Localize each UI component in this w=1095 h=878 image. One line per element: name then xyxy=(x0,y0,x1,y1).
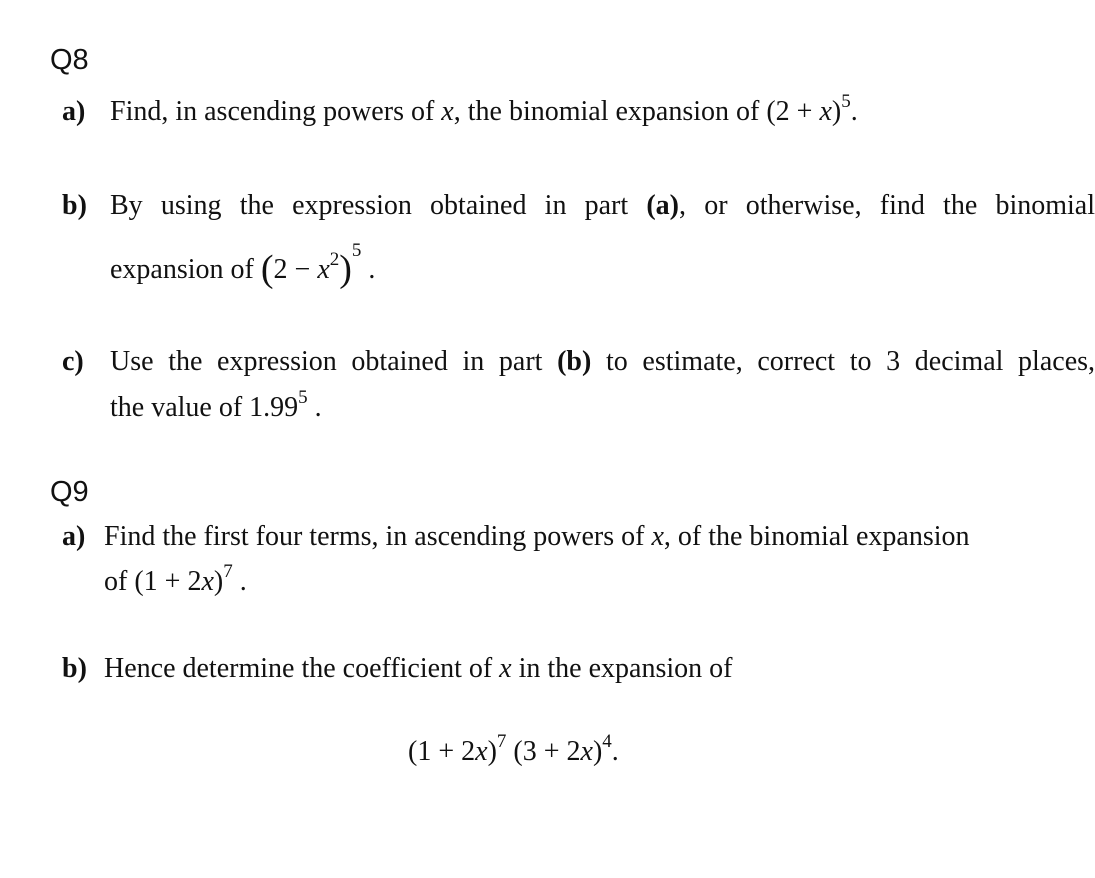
q9b-expr1-close: ) xyxy=(487,736,497,767)
q8b-line2-start: expansion of xyxy=(110,254,254,285)
q8b-expr-open: ( xyxy=(260,248,274,290)
q8c-line1-end: to estimate, correct to 3 decimal places, xyxy=(606,346,1095,377)
q8c-line1-start: Use the expression obtained in part xyxy=(110,346,543,377)
q9a-expr-var: x xyxy=(201,566,214,597)
question-8-heading: Q8 xyxy=(50,44,89,76)
q8b-line1-start: By using the expression obtained in part xyxy=(110,190,629,221)
q8a-text-start: Find, in ascending powers of xyxy=(110,96,435,127)
q9b-expr-2 xyxy=(513,731,612,767)
q8-part-c-line2 xyxy=(110,387,322,424)
q9b-expr1-var: x xyxy=(475,736,488,767)
q8c-line2-start: the value of xyxy=(110,392,243,423)
q9b-expr2-close: ) xyxy=(592,736,603,767)
q8b-expr-inner: 2 − xyxy=(273,254,318,285)
q9b-var: x xyxy=(499,653,512,684)
q8b-part-ref: (a) xyxy=(646,190,680,221)
q9a-expr-open: (1 + 2 xyxy=(134,566,202,597)
q8a-expression xyxy=(766,91,851,127)
q8c-exponent: 5 xyxy=(298,387,308,408)
q9b-period: . xyxy=(611,736,619,767)
q9b-expr-1 xyxy=(408,731,507,767)
q8-part-c-label: c) xyxy=(62,346,84,377)
q8c-value xyxy=(249,387,308,423)
q9-part-a-line1 xyxy=(104,521,970,553)
q9b-line1-start: Hence determine the coefficient of xyxy=(104,653,493,684)
q8a-expr-var: x xyxy=(819,96,832,127)
q9-part-b-label: b) xyxy=(62,653,87,684)
q8c-part-ref: (b) xyxy=(557,346,592,377)
q9a-var: x xyxy=(651,521,664,552)
q8b-expr-var: x xyxy=(317,254,330,285)
q9a-line1-end: , of the binomial expansion xyxy=(663,521,970,552)
q8-part-a-label: a) xyxy=(62,96,86,127)
q9b-expr2-var: x xyxy=(580,736,593,767)
q8-part-b-line1 xyxy=(110,190,1095,222)
q8-part-c-line1 xyxy=(110,346,1095,378)
q9a-line2-start: of xyxy=(104,566,128,597)
q8a-expr-close: ) xyxy=(831,96,842,127)
q9b-line1-end: in the expansion of xyxy=(518,653,733,684)
q9a-expr-close: ) xyxy=(213,566,224,597)
question-9-heading: Q9 xyxy=(50,476,89,508)
q8-part-a-text xyxy=(110,91,858,128)
q8b-expression xyxy=(260,240,362,290)
q9a-exponent: 7 xyxy=(223,561,233,582)
q8-part-b-line2 xyxy=(110,240,376,290)
q9-part-a-label: a) xyxy=(62,521,86,552)
q9b-expr1-exponent: 7 xyxy=(496,731,507,752)
q8a-expr-open: (2 + xyxy=(766,96,820,127)
q8a-text-end: , the binomial expansion of xyxy=(453,96,760,127)
q8c-period: . xyxy=(314,392,322,423)
q9b-expr1-open: (1 + 2 xyxy=(408,736,476,767)
q9a-period: . xyxy=(239,566,247,597)
q9a-expression xyxy=(134,561,233,597)
q8b-inner-exponent: 2 xyxy=(329,249,340,270)
q8a-period: . xyxy=(850,96,858,127)
q9b-expr2-open: (3 + 2 xyxy=(513,736,581,767)
q8b-line1-end: , or otherwise, find the binomial xyxy=(679,190,1095,221)
q8b-period: . xyxy=(368,254,376,285)
q9-part-a-line2 xyxy=(104,561,247,598)
q8b-exponent: 5 xyxy=(351,240,362,261)
q9-part-b-line1 xyxy=(104,653,732,685)
q9b-expr2-exponent: 4 xyxy=(602,731,612,752)
q8-part-b-label: b) xyxy=(62,190,87,221)
q9-part-b-expression xyxy=(408,731,619,768)
q8c-value-base: 1.99 xyxy=(249,392,299,423)
q8b-expr-close: ) xyxy=(339,248,352,290)
q8a-exponent: 5 xyxy=(841,91,851,112)
q9a-line1-start: Find the first four terms, in ascending powers of xyxy=(104,521,645,552)
q8a-var: x xyxy=(441,96,454,127)
